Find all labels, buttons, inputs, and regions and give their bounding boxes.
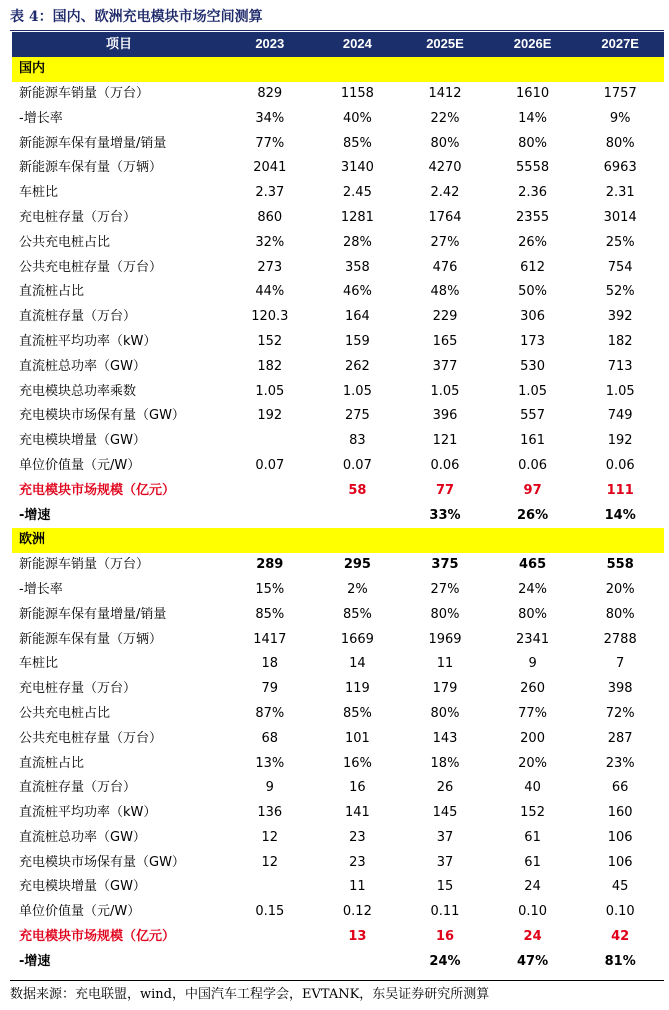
table-cell <box>226 925 314 950</box>
table-cell: 1158 <box>340 85 374 101</box>
table-cell: 9 <box>528 656 537 672</box>
table-row <box>12 801 664 826</box>
table-row <box>12 925 664 950</box>
table-cell: 2.31 <box>605 185 635 201</box>
table-cell: 141 <box>344 805 370 821</box>
table-cell: 80% <box>605 135 635 151</box>
table-cell: 77% <box>255 135 285 151</box>
table-cell: 2355 <box>516 209 550 225</box>
table-cell: 396 <box>432 408 458 424</box>
table-cell: 47% <box>517 953 549 969</box>
table-row <box>12 131 664 156</box>
row-label: 直流桩占比 <box>19 284 85 300</box>
table-cell: 16 <box>435 929 455 945</box>
table-row <box>12 826 664 851</box>
table-cell: 260 <box>520 681 545 697</box>
table-cell: 13 <box>348 929 367 945</box>
table-row <box>12 156 664 181</box>
table-cell: 192 <box>607 433 633 449</box>
row-label: 直流桩平均功率（kW） <box>19 805 157 821</box>
table-row <box>12 949 664 974</box>
table-row <box>12 627 664 652</box>
table-cell: 42 <box>611 929 630 945</box>
header-2023: 2023 <box>226 32 314 57</box>
table-cell: 24% <box>518 581 548 597</box>
table-cell: 13% <box>255 755 285 771</box>
table-cell: 289 <box>256 557 284 573</box>
table-row <box>12 850 664 875</box>
table-cell: 25% <box>605 234 635 250</box>
table-cell: 14% <box>518 110 548 126</box>
table-row <box>12 454 664 479</box>
row-label: 充电模块市场规模（亿元） <box>19 929 176 945</box>
table-cell: 0.07 <box>255 457 285 473</box>
table-cell: 16% <box>342 755 372 771</box>
table-cell <box>226 875 314 900</box>
table-cell: 0.06 <box>605 457 635 473</box>
table-cell: 28% <box>342 234 372 250</box>
table-cell: 58 <box>348 482 367 498</box>
table-cell: 398 <box>607 681 633 697</box>
table-cell: 275 <box>344 408 370 424</box>
table-cell: 2.42 <box>430 185 460 201</box>
table-cell <box>226 949 314 974</box>
table-cell: 1610 <box>516 85 550 101</box>
table-cell: 106 <box>607 829 633 845</box>
table-cell: 2.37 <box>255 185 285 201</box>
row-label: 直流桩总功率（GW） <box>19 358 146 374</box>
table-row <box>12 280 664 305</box>
table-cell: 106 <box>607 854 633 870</box>
table-cell: 80% <box>430 606 460 622</box>
table-cell: 306 <box>520 309 545 325</box>
table-cell: 33% <box>429 507 461 523</box>
table-row <box>12 330 664 355</box>
table-cell: 12 <box>261 854 279 870</box>
table-cell: 97 <box>523 482 542 498</box>
table-row <box>12 702 664 727</box>
table-cell: 612 <box>520 259 545 275</box>
table-cell: 530 <box>520 358 545 374</box>
table-cell: 200 <box>520 730 545 746</box>
table-cell: 61 <box>524 829 541 845</box>
table-cell: 26% <box>517 507 549 523</box>
table-cell: 79 <box>261 681 279 697</box>
table-cell: 273 <box>257 259 283 275</box>
table-cell: 164 <box>344 309 370 325</box>
table-cell: 754 <box>607 259 633 275</box>
table-row <box>12 503 664 528</box>
table-cell: 1764 <box>428 209 462 225</box>
data-source-note: 数据来源：充电联盟，wind，中国汽车工程学会，EVTANK，东吴证券研究所测算 <box>10 987 490 1002</box>
table-cell: 392 <box>607 309 633 325</box>
table-cell: 182 <box>257 358 283 374</box>
table-cell: 749 <box>607 408 633 424</box>
row-label: 新能源车保有量（万辆） <box>19 631 163 647</box>
row-label: 充电模块市场保有量（GW） <box>19 408 185 424</box>
table-cell: 358 <box>344 259 370 275</box>
table-cell: 287 <box>607 730 633 746</box>
table-cell: 0.11 <box>430 904 460 920</box>
market-estimate-table <box>12 32 664 974</box>
row-label: 充电模块增量（GW） <box>19 433 146 449</box>
table-cell: 15% <box>255 581 285 597</box>
row-label: 公共充电桩存量（万台） <box>19 259 163 275</box>
table-cell: 829 <box>257 85 283 101</box>
table-cell: 0.10 <box>605 904 635 920</box>
table-cell: 0.07 <box>342 457 372 473</box>
table-cell: 37 <box>436 854 454 870</box>
table-row <box>12 875 664 900</box>
table-row <box>12 578 664 603</box>
table-cell: 15 <box>436 879 454 895</box>
row-label: 公共充电桩占比 <box>19 705 111 721</box>
table-cell: 229 <box>432 309 458 325</box>
table-cell: 101 <box>344 730 370 746</box>
table-cell: 85% <box>342 705 372 721</box>
table-cell: 23 <box>349 829 366 845</box>
table-cell: 121 <box>432 433 458 449</box>
table-cell: 85% <box>255 606 285 622</box>
table-row <box>12 206 664 231</box>
table-cell: 0.10 <box>518 904 548 920</box>
table-cell: 66 <box>611 780 629 796</box>
table-cell <box>314 503 402 528</box>
table-cell: 1281 <box>340 209 374 225</box>
table-cell: 80% <box>518 606 548 622</box>
table-cell: 262 <box>344 358 370 374</box>
table-cell: 27% <box>430 581 460 597</box>
row-label: 直流桩存量（万台） <box>19 780 137 796</box>
row-label: 充电桩存量（万台） <box>19 209 137 225</box>
table-cell: 0.12 <box>342 904 372 920</box>
table-cell: 119 <box>344 681 370 697</box>
table-cell: 1.05 <box>605 383 635 399</box>
table-cell: 81% <box>604 953 636 969</box>
table-row <box>12 181 664 206</box>
table-cell: 192 <box>257 408 283 424</box>
table-cell: 9 <box>265 780 274 796</box>
table-cell: 179 <box>432 681 458 697</box>
table-cell: 1.05 <box>255 383 285 399</box>
table-row <box>12 652 664 677</box>
table-cell: 14% <box>604 507 636 523</box>
table-cell <box>226 503 314 528</box>
table-row <box>12 305 664 330</box>
table-cell: 2.45 <box>342 185 372 201</box>
table-cell: 24 <box>524 879 541 895</box>
table-cell: 558 <box>606 557 634 573</box>
row-label: 公共充电桩存量（万台） <box>19 730 163 746</box>
table-cell: 85% <box>342 606 372 622</box>
table-cell: 143 <box>432 730 458 746</box>
table-cell: 5558 <box>516 160 550 176</box>
table-cell: 111 <box>606 482 634 498</box>
table-cell: 2% <box>347 581 368 597</box>
table-cell <box>226 478 314 503</box>
table-cell: 1.05 <box>430 383 460 399</box>
table-cell: 1969 <box>428 631 462 647</box>
table-cell: 16 <box>349 780 366 796</box>
table-cell: 295 <box>343 557 371 573</box>
table-cell: 87% <box>255 705 285 721</box>
table-cell <box>226 429 314 454</box>
table-cell: 23 <box>349 854 366 870</box>
table-cell: 1.05 <box>342 383 372 399</box>
row-label: -增长率 <box>19 581 63 597</box>
table-cell: 40% <box>342 110 372 126</box>
row-label: 直流桩占比 <box>19 755 85 771</box>
table-cell: 713 <box>607 358 633 374</box>
table-cell: 136 <box>257 805 283 821</box>
table-row <box>12 255 664 280</box>
table-cell: 6963 <box>603 160 637 176</box>
section-row-europe <box>12 528 664 553</box>
table-cell: 3014 <box>603 209 637 225</box>
row-label: 直流桩总功率（GW） <box>19 829 146 845</box>
table-cell: 152 <box>520 805 545 821</box>
section-row-domestic <box>12 57 664 82</box>
table-cell: 68 <box>261 730 279 746</box>
table-cell: 160 <box>607 805 633 821</box>
row-label: 充电桩存量（万台） <box>19 681 137 697</box>
table-cell: 11 <box>436 656 454 672</box>
table-cell: 12 <box>261 829 279 845</box>
table-cell: 77% <box>518 705 548 721</box>
section-label: 欧洲 <box>12 528 664 553</box>
table-cell: 159 <box>344 333 370 349</box>
row-label: -增速 <box>19 953 51 969</box>
table-cell: 80% <box>518 135 548 151</box>
table-cell <box>314 949 402 974</box>
row-label: 充电模块市场保有量（GW） <box>19 854 185 870</box>
table-cell: 44% <box>255 284 285 300</box>
table-cell: 80% <box>430 705 460 721</box>
table-cell: 0.15 <box>255 904 285 920</box>
table-cell: 2041 <box>253 160 287 176</box>
table-cell: 45 <box>611 879 629 895</box>
table-title: 表 4：国内、欧洲充电模块市场空间测算 <box>10 9 263 25</box>
table-cell: 80% <box>605 606 635 622</box>
table-cell: 2341 <box>516 631 550 647</box>
title-divider <box>10 30 664 31</box>
row-label: 新能源车保有量（万辆） <box>19 160 163 176</box>
table-cell: 24 <box>523 929 542 945</box>
table-cell: 85% <box>342 135 372 151</box>
table-row <box>12 404 664 429</box>
table-body <box>12 57 664 974</box>
table-cell: 375 <box>431 557 459 573</box>
table-cell: 24% <box>429 953 461 969</box>
header-2024: 2024 <box>314 32 402 57</box>
row-label: 新能源车保有量增量/销量 <box>19 135 167 151</box>
row-label: 直流桩存量（万台） <box>19 309 137 325</box>
table-row <box>12 429 664 454</box>
table-cell: 476 <box>432 259 458 275</box>
header-row <box>12 32 664 57</box>
table-cell: 4270 <box>428 160 462 176</box>
table-cell: 77 <box>435 482 455 498</box>
table-row <box>12 776 664 801</box>
table-row <box>12 726 664 751</box>
table-cell: 83 <box>349 433 366 449</box>
table-cell: 1669 <box>340 631 374 647</box>
table-cell: 20% <box>518 755 548 771</box>
table-cell: 80% <box>430 135 460 151</box>
table-cell: 22% <box>430 110 460 126</box>
table-cell: 26% <box>518 234 548 250</box>
row-label: 新能源车销量（万台） <box>19 557 150 573</box>
table-row <box>12 677 664 702</box>
table-cell: 48% <box>430 284 460 300</box>
table-row <box>12 553 664 578</box>
section-label: 国内 <box>12 57 664 82</box>
table-row <box>12 230 664 255</box>
source-divider <box>10 980 664 981</box>
table-row <box>12 106 664 131</box>
table-cell: 34% <box>255 110 285 126</box>
table-cell: 557 <box>520 408 545 424</box>
table-cell: 2.36 <box>518 185 548 201</box>
row-label: 单位价值量（元/W） <box>19 457 141 473</box>
table-cell: 182 <box>607 333 633 349</box>
header-2025e: 2025E <box>401 32 489 57</box>
header-2027e: 2027E <box>576 32 664 57</box>
row-label: 车桩比 <box>19 656 59 672</box>
table-cell: 152 <box>257 333 283 349</box>
table-cell: 23% <box>605 755 635 771</box>
table-cell: 1417 <box>253 631 287 647</box>
row-label: 充电模块总功率乘数 <box>19 383 137 399</box>
table-row <box>12 354 664 379</box>
table-cell: 9% <box>609 110 631 126</box>
header-2026e: 2026E <box>489 32 577 57</box>
table-cell: 860 <box>257 209 283 225</box>
row-label: 公共充电桩占比 <box>19 234 111 250</box>
table-cell: 165 <box>432 333 458 349</box>
table-row <box>12 478 664 503</box>
row-label: 新能源车销量（万台） <box>19 85 150 101</box>
table-cell: 52% <box>605 284 635 300</box>
table-cell: 173 <box>520 333 545 349</box>
table-cell: 14 <box>349 656 366 672</box>
row-label: -增速 <box>19 507 51 523</box>
table-cell: 20% <box>605 581 635 597</box>
row-label: 新能源车保有量增量/销量 <box>19 606 167 622</box>
table-cell: 465 <box>519 557 547 573</box>
table-cell: 18% <box>430 755 460 771</box>
table-cell: 2788 <box>603 631 637 647</box>
table-cell: 7 <box>616 656 625 672</box>
table-cell: 0.06 <box>518 457 548 473</box>
table-row <box>12 602 664 627</box>
table-cell: 37 <box>436 829 454 845</box>
table-cell: 1412 <box>428 85 462 101</box>
table-row <box>12 751 664 776</box>
table-row <box>12 900 664 925</box>
row-label: 车桩比 <box>19 185 59 201</box>
table-cell: 40 <box>524 780 541 796</box>
table-cell: 18 <box>261 656 279 672</box>
table-cell: 27% <box>430 234 460 250</box>
table-cell: 3140 <box>340 160 374 176</box>
table-cell: 1.05 <box>518 383 548 399</box>
row-label: 充电模块市场规模（亿元） <box>19 482 176 498</box>
table-row <box>12 379 664 404</box>
table-cell: 145 <box>432 805 458 821</box>
table-cell: 61 <box>524 854 541 870</box>
table-cell: 377 <box>432 358 458 374</box>
table-cell: 72% <box>605 705 635 721</box>
table-cell: 1757 <box>603 85 637 101</box>
table-cell: 11 <box>349 879 366 895</box>
row-label: 单位价值量（元/W） <box>19 904 141 920</box>
table-cell: 46% <box>342 284 372 300</box>
table-cell: 32% <box>255 234 285 250</box>
table-cell: 26 <box>436 780 454 796</box>
table-row <box>12 82 664 107</box>
row-label: -增长率 <box>19 110 63 126</box>
header-item: 项目 <box>12 32 226 57</box>
table-cell: 120.3 <box>251 309 289 325</box>
table-cell: 0.06 <box>430 457 460 473</box>
row-label: 直流桩平均功率（kW） <box>19 333 157 349</box>
row-label: 充电模块增量（GW） <box>19 879 146 895</box>
table-cell: 161 <box>520 433 545 449</box>
table-cell: 50% <box>518 284 548 300</box>
